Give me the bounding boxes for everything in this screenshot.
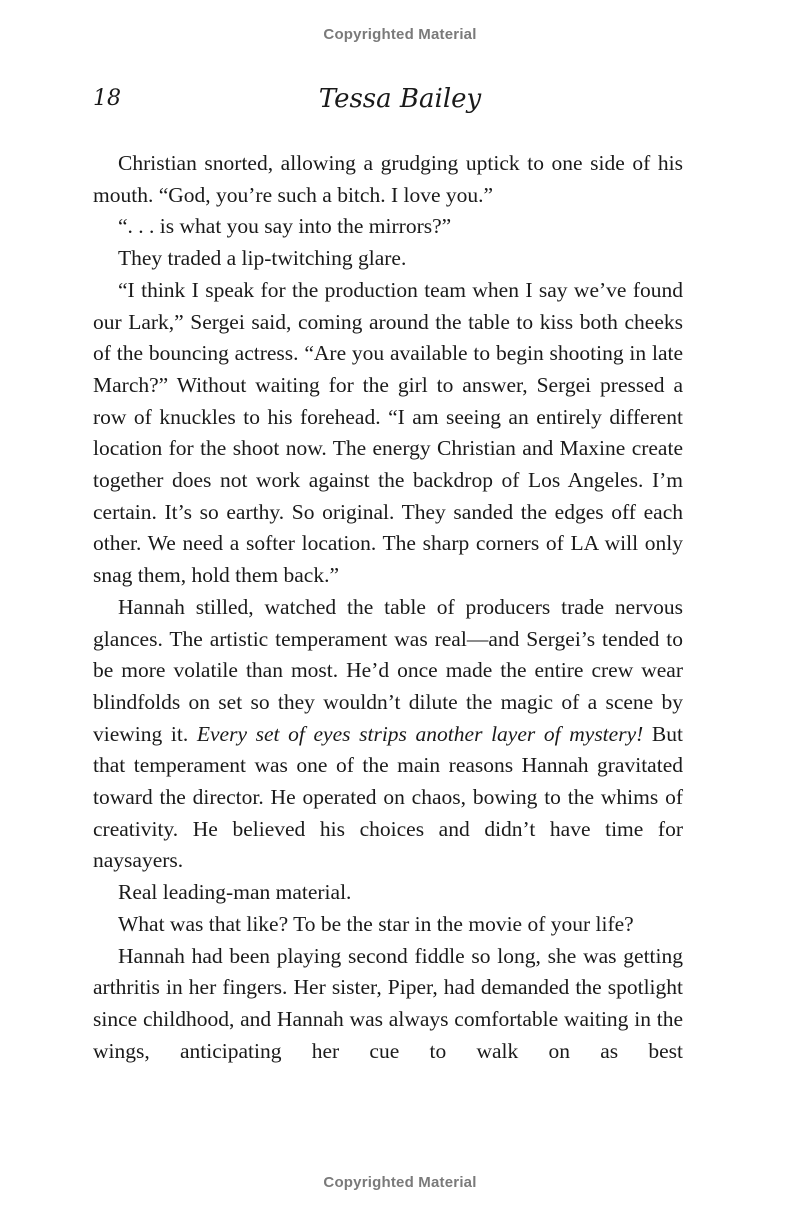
paragraph-text: Hannah stilled, watched the table of producers trade nervous glances. The artistic temperament was real—and Sergei’s tended to be more volatile than most. He’d once made the entire crew wear blindfolds on set so they wouldn’t dilute the magic of a scene by viewing it. <box>93 594 683 746</box>
running-head-author: Tessa Bailey <box>318 84 482 114</box>
paragraph: Christian snorted, allowing a grudging uptick to one side of his mouth. “God, you’re such a bitch. I love you.” <box>93 151 683 207</box>
paragraph: They traded a lip-twitching glare. <box>118 246 407 271</box>
page-number: 18 <box>93 86 121 111</box>
paragraph: Hannah had been playing second fiddle so long, she was getting arthritis in her fingers. Her sister, Piper, had demanded the spotlight since childhood, and Hannah was always comfortable waiting in the wings, anticipating her cue to walk on as best <box>93 943 683 1063</box>
paragraph-hannah <box>93 592 683 877</box>
paragraph: Real leading-man material. <box>118 880 352 905</box>
italic-quote: Every set of eyes strips another layer of mystery! <box>196 721 644 746</box>
copyright-watermark-bottom: Copyrighted Material <box>323 1174 477 1191</box>
page-body <box>93 148 683 1067</box>
copyright-watermark-top: Copyrighted Material <box>323 26 477 43</box>
paragraph: “I think I speak for the production team when I say we’ve found our Lark,” Sergei said, coming around the table to kiss both cheeks of the bouncing actress. “Are you available to begin shooting in late March?” Without waiting for the girl to answer, Sergei pressed a row of knuckles to his forehead. “I am seeing an entirely different location for the shoot now. The energy Christian and Maxine create together does not work against the backdrop of Los Angeles. I’m certain. It’s so earthy. So original. They sanded the edges off each other. We need a softer location. The sharp corners of LA will only snag them, hold them back.” <box>93 277 683 588</box>
paragraph: “. . . is what you say into the mirrors?” <box>118 214 452 239</box>
paragraph-text: But that temperament was one of the main reasons Hannah gravitated toward the director. He operated on chaos, bowing to the whims of creativity. He believed his choices and didn’t have time for naysayers. <box>93 721 683 873</box>
paragraph: What was that like? To be the star in the movie of your life? <box>118 911 634 936</box>
